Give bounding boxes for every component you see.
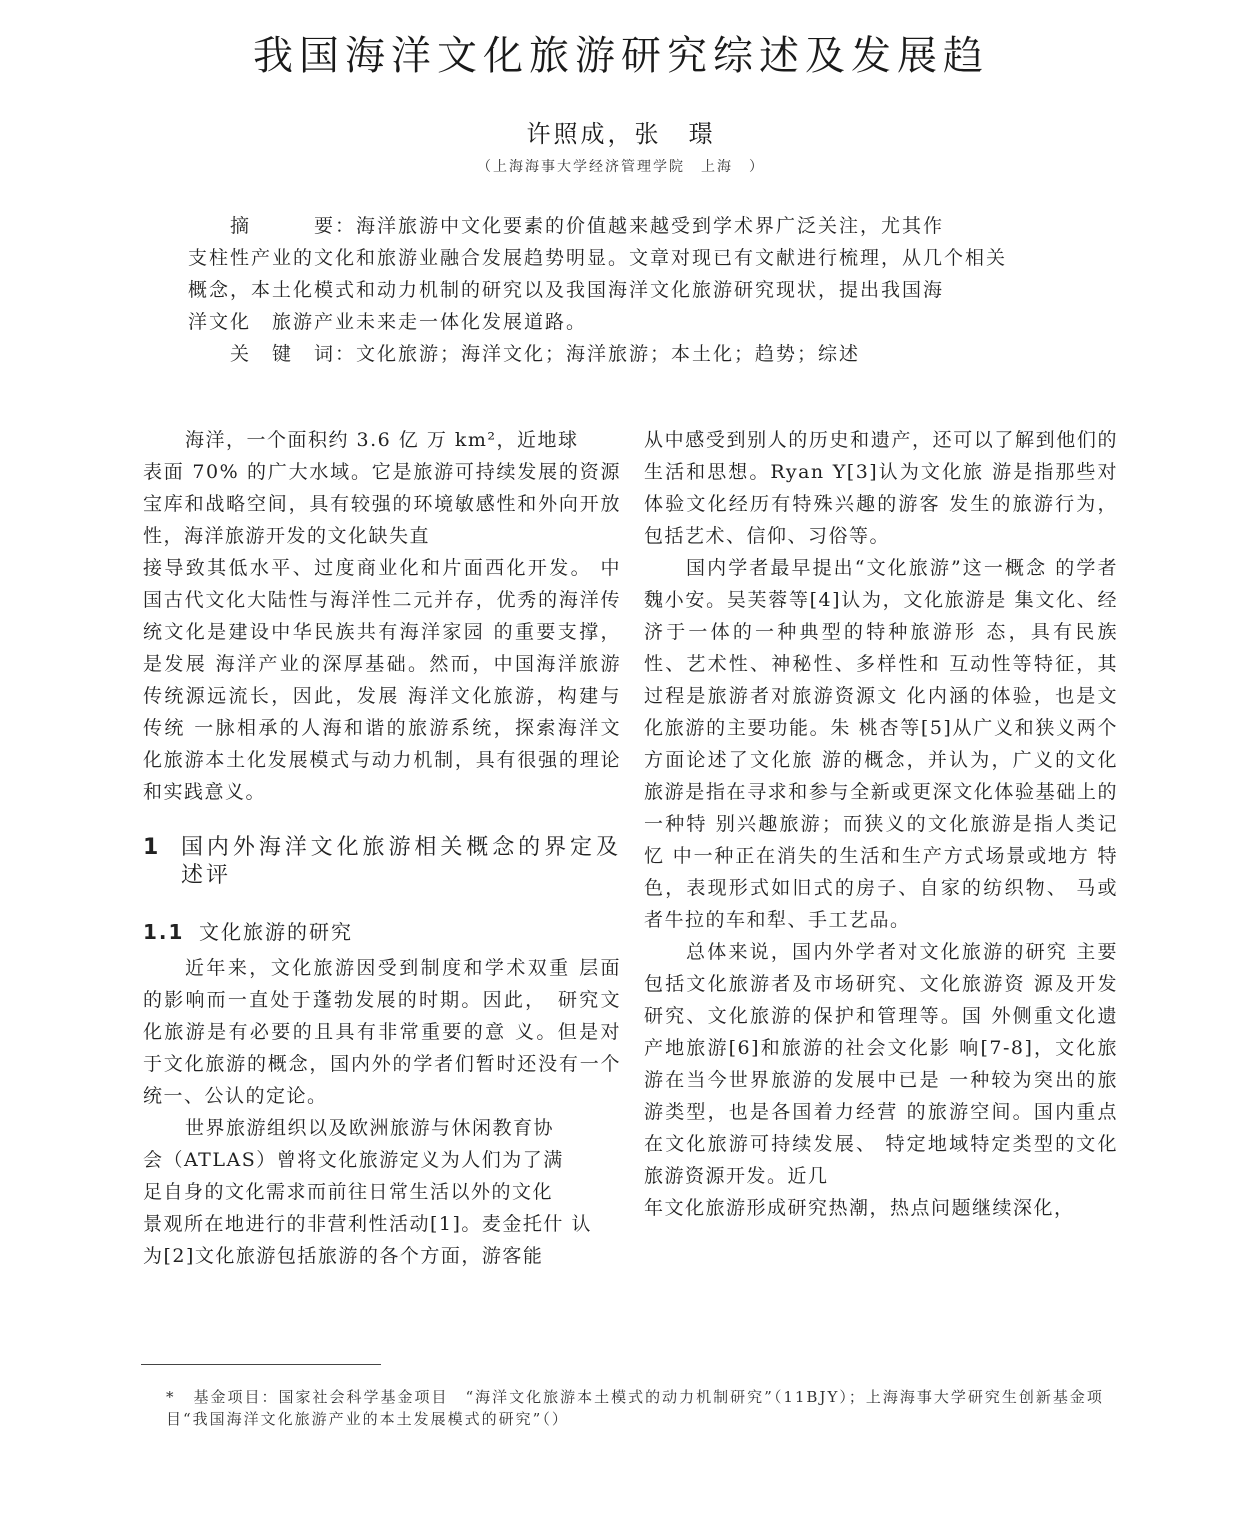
section-heading-1	[143, 834, 621, 902]
intro-paragraph: 表面 70% 的广大水域。它是旅游可持续发展的资源宝库和战略空间，具有较强的环境敏感性和外向开放性，海洋旅游开发的文化缺失直	[143, 461, 621, 547]
subsection-title: 文化旅游的研究	[199, 920, 353, 944]
body-line: 年文化旅游形成研究热潮，热点问题继续深化，	[644, 1197, 1075, 1219]
intro-paragraph: 接导致其低水平、过度商业化和片面西化开发。 中国古代文化大陆性与海洋性二元并存，优秀的海洋传统文化是建设中华民族共有海洋家园 的重要支撑，是发展 海洋产业的深厚基础。然而，中国海洋旅游传统源远流长，因此，发展 海洋文化旅游，构建与传统 一脉相承的人海和谐的旅游系统，探索海洋文化旅游本土化发展模式与动力机制，具有很强的理论和实践意义。	[143, 557, 621, 803]
footnote-marker: *	[166, 1388, 176, 1406]
affiliation: （上海海事大学经济管理学院 上海 ）	[477, 159, 765, 175]
right-column	[644, 424, 1118, 1224]
authors: 许照成，张 璟	[526, 120, 716, 148]
intro-line: 海洋，一个面积约 3.6 亿 万 km²，近地球	[185, 429, 579, 451]
left-column	[143, 424, 621, 1272]
footnote-text: 基金项目：国家社会科学基金项目 “海洋文化旅游本土模式的动力机制研究”（11BJY）；上海海事大学研究生创新基金项目“我国海洋文化旅游产业的本土发展模式的研究”（）	[166, 1388, 1104, 1428]
abstract-line: 摘 要：海洋旅游中文化要素的价值越来越受到学术界广泛关注，尤其作	[230, 215, 945, 237]
subsection-heading-1-1	[143, 916, 621, 948]
body-paragraph: 总体来说，国内外学者对文化旅游的研究 主要包括文化旅游者及市场研究、文化旅游资 源及开发研究、文化旅游的保护和管理等。国 外侧重文化遗产地旅游[6]和旅游的社会文化影 响[7-8]，文化旅游在当今世界旅游的发展中已是 一种较为突出的旅游类型，也是各国着力经营 的旅游空间。国内重点在文化旅游可持续发展、 特定地域特定类型的文化旅游资源开发。近几	[644, 941, 1118, 1187]
subsection-number: 1.1	[143, 920, 185, 944]
section-title: 国内外海洋文化旅游相关概念的界定及述评	[181, 835, 621, 888]
body-line: 会（ATLAS）曾将文化旅游定义为人们为了满	[143, 1149, 564, 1171]
body-paragraph: 从中感受到别人的历史和遗产，还可以了解到他们的生活和思想。Ryan Y[3]认为文化旅 游是指那些对体验文化经历有特殊兴趣的游客 发生的旅游行为，包括艺术、信仰、习俗等。	[644, 429, 1118, 547]
section-number: 1	[143, 835, 162, 860]
body-line: 世界旅游组织以及欧洲旅游与休闲教育协	[185, 1117, 555, 1139]
body-paragraph: 近年来，文化旅游因受到制度和学术双重 层面的影响而一直处于蓬勃发展的时期。因此， 研究文化旅游是有必要的且具有非常重要的意 义。但是对于文化旅游的概念，国内外的学者们暂时还没有一个统一、公认的定论。	[143, 957, 621, 1107]
keywords-line: 关 键 词：文化旅游；海洋文化；海洋旅游；本土化；趋势；综述	[230, 343, 861, 365]
footnote	[166, 1386, 1106, 1436]
body-line: 景观所在地进行的非营利性活动[1]。麦金托什 认	[143, 1213, 592, 1235]
body-line: 为[2]文化旅游包括旅游的各个方面，游客能	[143, 1245, 544, 1267]
abstract-line: 概念，本土化模式和动力机制的研究以及我国海洋文化旅游研究现状，提出我国海	[188, 279, 945, 301]
paper-title: 我国海洋文化旅游研究综述及发展趋	[253, 33, 989, 79]
body-paragraph: 国内学者最早提出“文化旅游”这一概念 的学者魏小安。吴芙蓉等[4]认为，文化旅游是 集文化、经济于一体的一种典型的特种旅游形 态，具有民族性、艺术性、神秘性、多样性和 互动性等特征，其过程是旅游者对旅游资源文 化内涵的体验，也是文化旅游的主要功能。朱 桃杏等[5]从广义和狭义两个方面论述了文化旅 游的概念，并认为，广义的文化旅游是指在寻求和参与全新或更深文化体验基础上的一种特 别兴趣旅游；而狭义的文化旅游是指人类记忆 中一种正在消失的生活和生产方式场景或地方 特色，表现形式如旧式的房子、自家的纺织物、 马或者牛拉的车和犁、手工艺品。	[644, 557, 1118, 931]
body-line: 足自身的文化需求而前往日常生活以外的文化	[143, 1181, 554, 1203]
footnote-divider	[141, 1364, 381, 1365]
abstract	[188, 210, 1058, 382]
abstract-line: 洋文化 旅游产业未来走一体化发展道路。	[188, 311, 588, 333]
abstract-line: 支柱性产业的文化和旅游业融合发展趋势明显。文章对现已有文献进行梳理，从几个相关	[188, 247, 1008, 269]
